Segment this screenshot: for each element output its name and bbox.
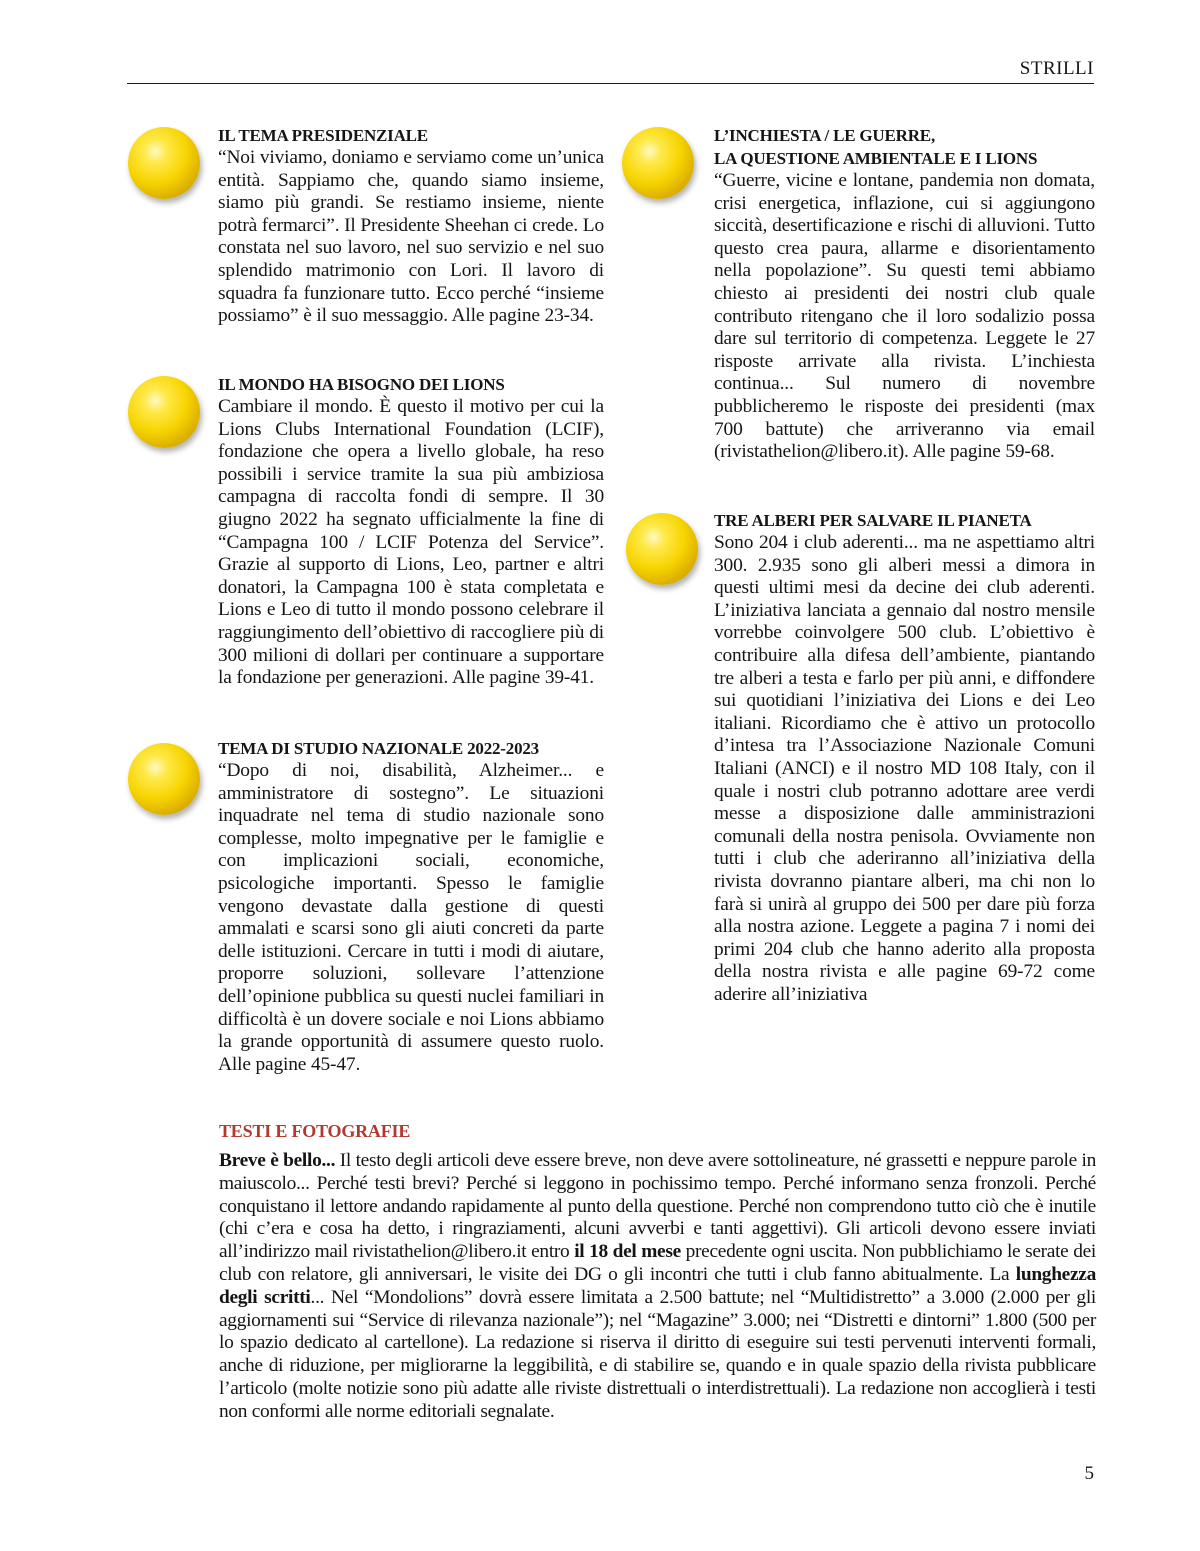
article-tema-presidenziale <box>218 124 604 328</box>
article-body: Cambiare il mondo. È questo il motivo per cui la Lions Clubs International Foundation (LCIF), fondazione che opera a livello globale, ha reso possibili i service tramite la sua più ambiziosa campagna di raccolta fondi di sempre. Il 30 giugno 2022 ha segnato ufficialmente la fine di “Campagna 100 / LCIF Potenza del Service”. Grazie al supporto di Lions, Leo, partner e altri donatori, la Campagna 100 è stata completata e Lions e Leo di tutto il mondo possono celebrare il raggiungimento dell’obiettivo di raccogliere più di 300 milioni di dollari per continuare a supportare la fondazione per generazioni. Alle pagine 39-41. <box>218 396 604 689</box>
yellow-bullet-icon <box>128 743 200 815</box>
article-title: IL MONDO HA BISOGNO DEI LIONS <box>218 375 505 394</box>
article-mondo-bisogno-lions <box>218 373 604 690</box>
guidelines-text-part-2: precedente ogni uscita. Non pubblichiamo le serate dei club con relatore, gli anniversari, le visite dei DG o gli incontri che tutti i club fanno abitualmente. La <box>219 1241 1097 1285</box>
article-title: TEMA DI STUDIO NAZIONALE 2022-2023 <box>218 739 539 758</box>
article-title: TRE ALBERI PER SALVARE IL PIANETA <box>714 511 1032 530</box>
length-bold-text: lunghezza degli scritti <box>219 1263 1096 1308</box>
page-number: 5 <box>1084 1463 1094 1484</box>
submission-guidelines-text <box>219 1150 1096 1424</box>
article-body: “Guerre, vicine e lontane, pandemia non domata, crisi energetica, inflazione, cui si aggiungono siccità, desertificazione e rischi di alluvioni. Tutto questo crea paura, allarme e disorientamento nella popolazione”. Su questi temi abbiamo chiesto ai presidenti dei nostri club quale contributo ritengano che il loro sodalizio possa dare sul territorio di competenza. Leggete le 27 risposte arrivate alla rivista. L’inchiesta continua... Sul numero di novembre pubblicheremo le risposte dei presidenti (max 700 battute) che arriveranno via email (rivistathelion@libero.it). Alle pagine 59-68. <box>714 170 1095 463</box>
article-body: “Noi viviamo, doniamo e serviamo come un’unica entità. Sappiamo che, quando siamo insieme, siamo più grandi. Se restiamo insieme, niente potrà fermarci”. Il Presidente Sheehan ci crede. Lo constata nel suo lavoro, nel suo servizio e nel suo splendido matrimonio con Lori. Il lavoro di squadra fa funzionare tutto. Ecco perché “insieme possiamo” è il suo messaggio. Alle pagine 23-34. <box>218 147 604 327</box>
yellow-bullet-icon <box>128 127 200 199</box>
yellow-bullet-icon <box>622 127 694 199</box>
article-inchiesta-guerre <box>714 124 1095 464</box>
deadline-bold-text: il 18 del mese <box>574 1241 681 1263</box>
section-header-label: STRILLI <box>1019 58 1094 79</box>
article-title-line-1: L’INCHIESTA / LE GUERRE, <box>714 126 935 145</box>
submission-guidelines-title: TESTI E FOTOGRAFIE <box>219 1121 411 1141</box>
article-tre-alberi <box>714 509 1095 1006</box>
article-tema-studio-nazionale <box>218 737 604 1076</box>
guidelines-text-part-3: ... Nel “Mondolions” dovrà essere limitata a 2.500 battute; nel “Multidistretto” a 3.000 (2.000 per gli aggiornamenti sui “Service di rilevanza nazionale”); nel “Magazine” 3.000; nei “Distretti e dintorni” 1.800 (500 per lo spazio dedicato al cartellone). La redazione si riserva il diritto di eseguire sui testi pervenuti interventi formali, anche di riduzione, per migliorarne la leggibilità, e di stabilire se, quando e in quale spazio della rivista pubblicare l’articolo (molte notizie sono più adatte alle riviste distrettuali o interdistrettuali). La redazione non accoglierà i testi non conformi alle norme editoriali segnalate. <box>219 1286 1097 1422</box>
article-body: “Dopo di noi, disabilità, Alzheimer... e amministratore di sostegno”. Le situazioni inquadrate nel tema di studio nazionale sono complesse, molto impegnative per le famiglie e con implicazioni sociali, economiche, psicologiche importanti. Spesso le famiglie vengono devastate dalla gestione di questi ammalati e scarsi sono gli aiuti concreti da parte delle istituzioni. Cercare in tutti i modi di aiutare, proporre soluzioni, sollevare l’attenzione dell’opinione pubblica su questi nuclei familiari in difficoltà è un dovere sociale e noi Lions abbiamo la grande opportunità di assumere questo ruolo. Alle pagine 45-47. <box>218 760 604 1075</box>
lead-bold-text: Breve è bello... <box>219 1150 336 1171</box>
yellow-bullet-icon <box>128 376 200 448</box>
header-divider <box>127 83 1094 84</box>
guidelines-text-part-1: Il testo degli articoli deve essere breve, non deve avere sottolineature, né grassetti e neppure parole in maiuscolo... Perché testi brevi? Perché si leggono in pochissimo tempo. Perché informano senza fronzoli. Perché conquistano il lettore andando rapidamente al punto della questione. Perché non comprendono tutto ciò che è inutile (chi c’era e cosa ha detto, i ringraziamenti, alcuni avverbi e tanti aggettivi). Gli articoli devono essere inviati all’indirizzo mail rivistathelion@libero.it entro <box>219 1150 1096 1263</box>
yellow-bullet-icon <box>626 513 698 585</box>
article-title: IL TEMA PRESIDENZIALE <box>218 126 428 145</box>
article-body: Sono 204 i club aderenti... ma ne aspettiamo altri 300. 2.935 sono gli alberi messi a dimora in questi ultimi mesi da decine dei club aderenti. L’iniziativa lanciata a gennaio dal nostro mensile vorrebbe coinvolgere 500 club. L’obiettivo è contribuire alla difesa dell’ambiente, piantando tre alberi a testa e farlo per più anni, e diffondere sui quotidiani l’iniziativa dei Lions e dei Leo italiani. Ricordiamo che è attivo un protocollo d’intesa tra l’Associazione Nazionale Comuni Italiani (ANCI) e il nostro MD 108 Italy, con il quale i nostri club potranno adottare aree verdi messe a disposizione dalle amministrazioni comunali della nostra penisola. Ovviamente non tutti i club che aderiranno all’iniziativa della rivista dovranno piantare alberi, ma chi non lo farà si unirà al gruppo dei 500 per dare più forza alla nostra azione. Leggete a pagina 7 i nomi dei primi 204 club che hanno aderito alla proposta della nostra rivista e alle pagine 69-72 come aderire all’iniziativa <box>714 532 1095 1005</box>
article-title-line-2: LA QUESTIONE AMBIENTALE E I LIONS <box>714 149 1038 168</box>
